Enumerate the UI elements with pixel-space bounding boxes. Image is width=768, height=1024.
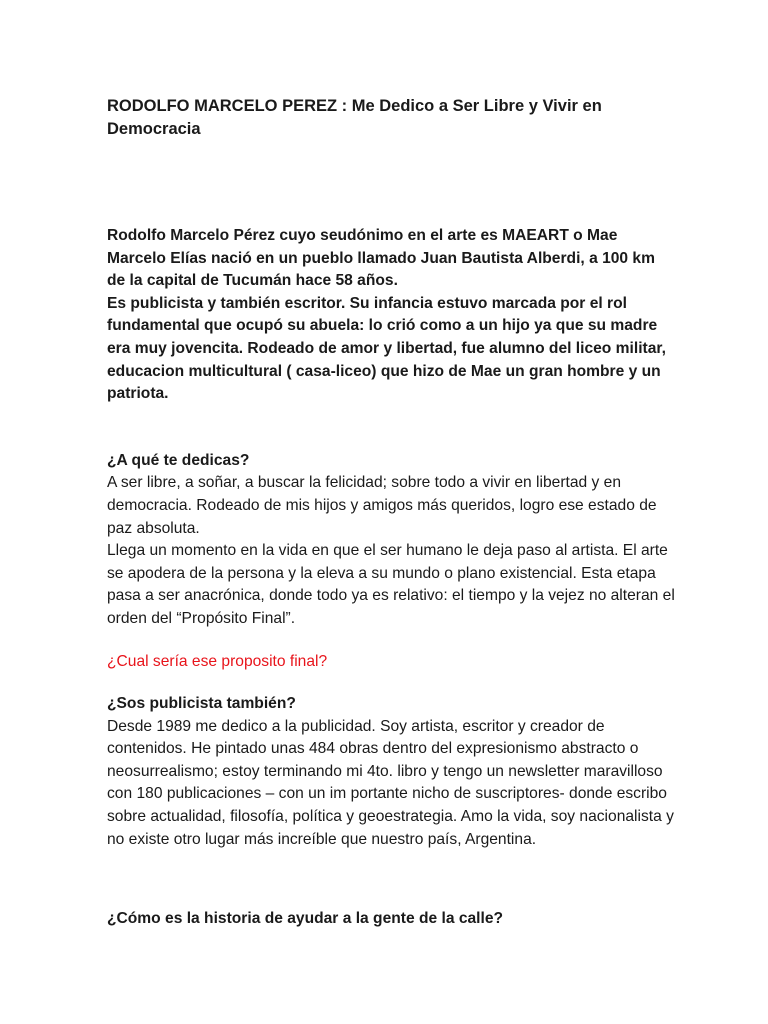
question-street-people: ¿Cómo es la historia de ayudar a la gente de la calle?: [107, 910, 504, 928]
intro-paragraph-2: Es publicista y también escritor. Su infancia estuvo marcada por el rol fundamental que ocupó su abuela: lo crió como a un hijo ya que su madre era muy jovencita. Rodeado de amor y libertad, fue alumno del liceo militar, educacion multicultural ( casa-liceo) que hizo de Mae un gran hombre y un patriota.: [107, 294, 666, 403]
answer-paragraph-1: A ser libre, a soñar, a buscar la felicidad; sobre todo a vivir en libertad y en democracia. Rodeado de mis hijos y amigos más queridos, logro ese estado de paz absoluta.: [107, 474, 657, 537]
article-title: RODOLFO MARCELO PEREZ : Me Dedico a Ser Libre y Vivir en Democracia: [107, 97, 602, 138]
question-what-do-you-do: ¿A qué te dedicas?: [107, 451, 250, 469]
intro-paragraph-1: Rodolfo Marcelo Pérez cuyo seudónimo en el arte es MAEART o Mae Marcelo Elías nació en un pueblo llamado Juan Bautista Alberdi, a 100 km de la capital de Tucumán hace 58 años.: [107, 227, 655, 290]
question-publicist: ¿Sos publicista también?: [107, 695, 296, 713]
answer-publicist: Desde 1989 me dedico a la publicidad. Soy artista, escritor y creador de contenidos. He pintado unas 484 obras dentro del expresionismo abstracto o neosurrealismo; estoy terminando mi 4to. libro y tengo un newsletter maravilloso con 180 publicaciones – con un im portante nicho de suscriptores- donde escribo sobre actualidad, filosofía, política y geoestrategia. Amo la vida, soy nacionalista y no existe otro lugar más increíble que nuestro país, Argentina.: [107, 717, 674, 848]
editor-comment: ¿Cual sería ese proposito final?: [107, 652, 328, 670]
document-page: [107, 95, 677, 931]
answer-paragraph-2: Llega un momento en la vida en que el ser humano le deja paso al artista. El arte se apodera de la persona y la eleva a su mundo o plano existencial. Esta etapa pasa a ser anacrónica, donde todo ya es relativo: el tiempo y la vejez no alteran el orden del “Propósito Final”.: [107, 542, 675, 627]
